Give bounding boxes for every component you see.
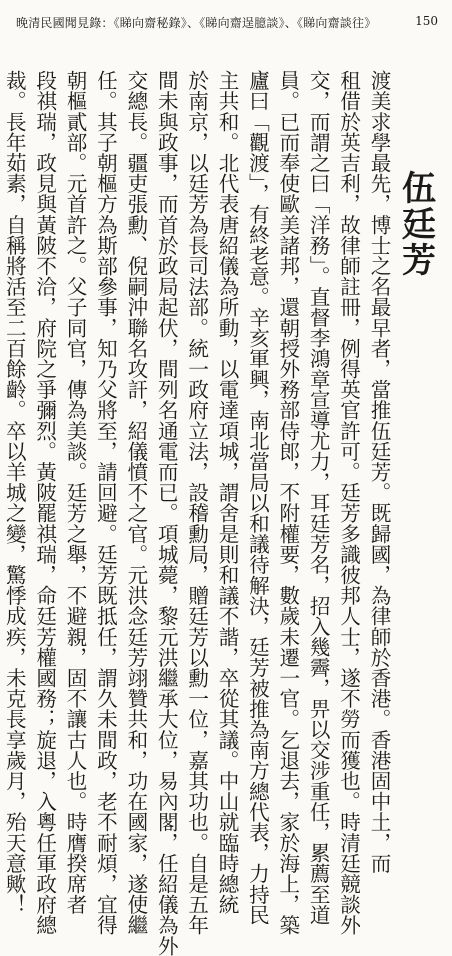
text-column: 主共和。北代表唐紹儀為所動，以電達項城，謂舍是則和議不諧，卒從其議。中山就臨時總統	[215, 70, 240, 915]
text-column: 裁。長年茹素，自稱將活至二百餘齡。卒以羊城之變，驚悸成疾，未克長享歲月，殆天意歟！	[2, 70, 27, 915]
page-number: 150	[415, 14, 438, 28]
text-column: 員。已而奉使歐美諸邦，還朝授外務部侍郎，不附權要，數歲未遷一官。乞退去，家於海上，築	[275, 70, 300, 936]
text-column: 間未與政事，而首於政局起伏，間列名通電而已。項城薨，黎元洪繼承大位，易內閣，任紹儀為外	[154, 70, 179, 956]
text-column: 交總長。疆吏張勳、倪嗣沖聯名攻訐，紹儀憤不之官。元洪念廷芳翊贊共和，功在國家，遂使繼	[123, 70, 148, 936]
page-body	[2, 70, 438, 956]
text-columns	[0, 70, 394, 956]
text-column: 於南京，以廷芳為長司法部。統一政府立法，設稽勳局，贈廷芳以勳一位，嘉其功也。自是五年	[184, 70, 209, 936]
text-column: 段祺瑞，政見與黃陂不洽，府院之爭彌烈。黃陂罷祺瑞，命廷芳權國務；旋退，入粵任軍政府總	[32, 70, 57, 936]
running-head: 晚清民國聞見錄：《睇向齋秘錄》、《睇向齋逞臆談》、《睇向齋談往》	[16, 16, 377, 30]
text-column: 交，而謂之曰「洋務」。直督李鴻章宣導尤力，耳廷芳名，招入幾霽，畀以交涉重任，累薦至道	[306, 70, 331, 925]
text-column: 渡美求學最先，博士之名最早者，當推伍廷芳。既歸國，為律師於香港。香港固中土，而	[367, 70, 391, 874]
page-header	[0, 14, 452, 38]
text-column: 朝樞貳部。元首許之。父子同官，傳為美談。廷芳之舉，不避親，固不讓古人也。時膺揆席者	[63, 70, 88, 915]
article-title: 伍廷芳	[395, 170, 436, 278]
text-column: 租借於英吉利，故律師註冊，例得英官許可。廷芳多識彼邦人士，遂不勞而獲也。時清廷競談外	[336, 70, 361, 936]
text-column: 廬曰「觀渡」，有終老意。辛亥軍興，南北當局以和議待解決，廷芳被推為南方總代表，力持民	[245, 70, 270, 925]
text-column: 任。其子朝樞方為斯部參事，知乃父將至，請回避。廷芳既抵任，謂久未間政，老不耐煩，宜得	[93, 70, 118, 936]
title-column	[394, 70, 438, 770]
